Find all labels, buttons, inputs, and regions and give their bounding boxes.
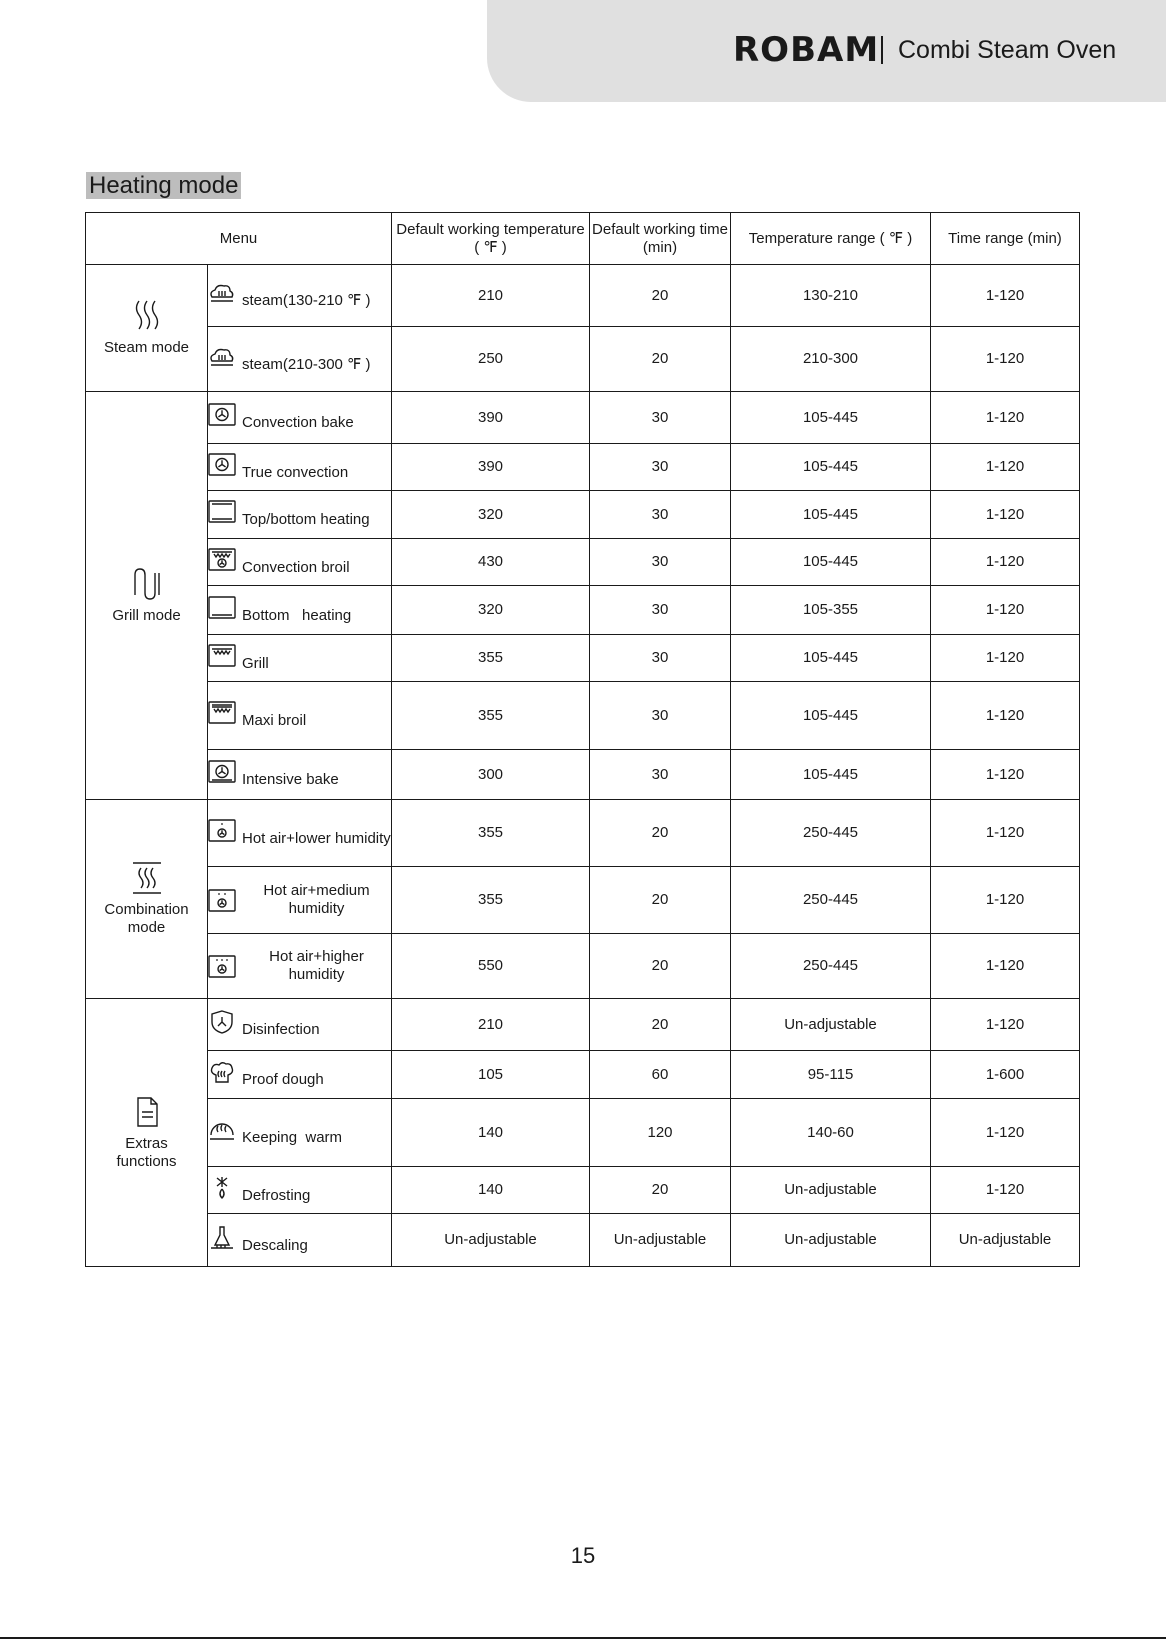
menu-item-keeping-warm bbox=[208, 1099, 392, 1167]
table-row bbox=[86, 682, 1080, 750]
table-row bbox=[86, 586, 1080, 635]
header-default-temp: Default working temperature ( ℉ ) bbox=[392, 213, 590, 265]
default-temp-cell: 355 bbox=[392, 867, 590, 934]
menu-item-label: Defrosting bbox=[242, 1186, 311, 1204]
grill-mode-icon bbox=[86, 567, 207, 601]
menu-item-top-bottom-heating bbox=[208, 491, 392, 539]
table-row bbox=[86, 867, 1080, 934]
temp-range-cell: 105-445 bbox=[731, 750, 931, 800]
default-temp-cell: 355 bbox=[392, 800, 590, 867]
header-temp-range: Temperature range ( ℉ ) bbox=[731, 213, 931, 265]
default-time-cell: 20 bbox=[590, 1167, 731, 1214]
default-temp-cell: 210 bbox=[392, 265, 590, 327]
menu-item-label: Top/bottom heating bbox=[242, 511, 370, 528]
product-name: Combi Steam Oven bbox=[898, 36, 1117, 64]
menu-item-hot-air-medium-humidity bbox=[208, 867, 392, 934]
temp-range-cell: 105-355 bbox=[731, 586, 931, 635]
section-title: Heating mode bbox=[86, 172, 241, 199]
header-menu: Menu bbox=[86, 213, 392, 265]
table-row bbox=[86, 1167, 1080, 1214]
default-time-cell: 30 bbox=[590, 444, 731, 491]
table-row bbox=[86, 265, 1080, 327]
default-time-cell: 20 bbox=[590, 999, 731, 1051]
default-temp-cell: 250 bbox=[392, 327, 590, 392]
default-time-cell: 30 bbox=[590, 586, 731, 635]
menu-item-label: Hot air+medium humidity bbox=[263, 882, 374, 917]
page-number: 15 bbox=[570, 1543, 596, 1568]
default-time-cell: 120 bbox=[590, 1099, 731, 1167]
header-default-time: Default working time (min) bbox=[590, 213, 731, 265]
grill-icon bbox=[208, 644, 236, 673]
combination-mode-icon bbox=[86, 861, 207, 895]
keep-warm-icon bbox=[208, 1118, 236, 1147]
time-range-cell: 1-120 bbox=[931, 444, 1080, 491]
temp-range-cell: 105-445 bbox=[731, 682, 931, 750]
time-range-cell: 1-600 bbox=[931, 1051, 1080, 1099]
default-time-cell: 30 bbox=[590, 392, 731, 444]
table-row bbox=[86, 539, 1080, 586]
menu-item-label: Intensive bake bbox=[242, 771, 339, 788]
table-row bbox=[86, 1099, 1080, 1167]
menu-item-defrosting bbox=[208, 1167, 392, 1214]
top-bottom-heat-icon bbox=[208, 500, 236, 529]
mode-label: Extras functions bbox=[116, 1134, 177, 1170]
default-temp-cell: 320 bbox=[392, 491, 590, 539]
default-temp-cell: Un-adjustable bbox=[392, 1214, 590, 1267]
default-temp-cell: 140 bbox=[392, 1167, 590, 1214]
table-row bbox=[86, 934, 1080, 999]
menu-item-label: Hot air+higher humidity bbox=[269, 948, 368, 983]
extras-document-icon bbox=[86, 1095, 207, 1129]
default-temp-cell: 140 bbox=[392, 1099, 590, 1167]
steam-mode-icon bbox=[86, 299, 207, 333]
menu-item-label: Disinfection bbox=[242, 1021, 320, 1038]
temp-range-cell: Un-adjustable bbox=[731, 999, 931, 1051]
table-row bbox=[86, 327, 1080, 392]
table-row bbox=[86, 750, 1080, 800]
default-time-cell: 20 bbox=[590, 934, 731, 999]
default-time-cell: 30 bbox=[590, 635, 731, 682]
menu-item-label: Convection broil bbox=[242, 558, 350, 576]
menu-item-label: Maxi broil bbox=[242, 712, 307, 729]
default-time-cell: 30 bbox=[590, 750, 731, 800]
mode-cell-extras-functions bbox=[86, 999, 208, 1267]
hot-air-high-humidity-icon bbox=[208, 955, 236, 984]
menu-item-label: steam(210-300 ℉ ) bbox=[242, 355, 371, 373]
temp-range-cell: 250-445 bbox=[731, 934, 931, 999]
mode-label: Combination mode bbox=[104, 901, 189, 936]
default-time-cell: 30 bbox=[590, 539, 731, 586]
menu-item-label: Hot air+lower humidity bbox=[242, 829, 391, 847]
mode-label: Steam mode bbox=[103, 339, 190, 356]
temp-range-cell: 210-300 bbox=[731, 327, 931, 392]
menu-item-hot-air-lower-humidity bbox=[208, 800, 392, 867]
time-range-cell: 1-120 bbox=[931, 265, 1080, 327]
menu-item-descaling bbox=[208, 1214, 392, 1267]
hot-air-low-humidity-icon bbox=[208, 819, 236, 848]
menu-item-proof-dough bbox=[208, 1051, 392, 1099]
fan-icon bbox=[208, 453, 236, 482]
menu-item-label: Keeping warm bbox=[242, 1129, 343, 1146]
default-temp-cell: 550 bbox=[392, 934, 590, 999]
menu-item-label: Descaling bbox=[242, 1236, 308, 1254]
default-temp-cell: 390 bbox=[392, 444, 590, 491]
temp-range-cell: 95-115 bbox=[731, 1051, 931, 1099]
table-row bbox=[86, 999, 1080, 1051]
mode-cell-combination-mode bbox=[86, 800, 208, 999]
header-time-range: Time range (min) bbox=[931, 213, 1080, 265]
time-range-cell: 1-120 bbox=[931, 750, 1080, 800]
temp-range-cell: Un-adjustable bbox=[731, 1167, 931, 1214]
menu-item-grill bbox=[208, 635, 392, 682]
steam-cloud-icon bbox=[208, 281, 236, 310]
menu-item-label: Bottom heating bbox=[242, 606, 352, 624]
default-time-cell: 20 bbox=[590, 327, 731, 392]
mode-cell-steam-mode bbox=[86, 265, 208, 392]
temp-range-cell: 105-445 bbox=[731, 539, 931, 586]
default-temp-cell: 210 bbox=[392, 999, 590, 1051]
disinfection-shield-icon bbox=[208, 1010, 236, 1039]
time-range-cell: 1-120 bbox=[931, 539, 1080, 586]
default-temp-cell: 430 bbox=[392, 539, 590, 586]
temp-range-cell: 140-60 bbox=[731, 1099, 931, 1167]
maxi-broil-icon bbox=[208, 701, 236, 730]
convection-broil-icon bbox=[208, 548, 236, 577]
default-temp-cell: 320 bbox=[392, 586, 590, 635]
time-range-cell: 1-120 bbox=[931, 800, 1080, 867]
time-range-cell: 1-120 bbox=[931, 999, 1080, 1051]
time-range-cell: 1-120 bbox=[931, 586, 1080, 635]
default-time-cell: 60 bbox=[590, 1051, 731, 1099]
time-range-cell: 1-120 bbox=[931, 327, 1080, 392]
menu-item-label: Grill bbox=[242, 654, 269, 672]
menu-item-convection-broil bbox=[208, 539, 392, 586]
default-temp-cell: 355 bbox=[392, 682, 590, 750]
convection-fan-icon bbox=[208, 403, 236, 432]
mode-cell-grill-mode bbox=[86, 392, 208, 800]
time-range-cell: 1-120 bbox=[931, 491, 1080, 539]
menu-item-convection-bake bbox=[208, 392, 392, 444]
temp-range-cell: 250-445 bbox=[731, 867, 931, 934]
default-temp-cell: 105 bbox=[392, 1051, 590, 1099]
temp-range-cell: Un-adjustable bbox=[731, 1214, 931, 1267]
menu-item-label: Proof dough bbox=[242, 1071, 324, 1088]
table-row bbox=[86, 800, 1080, 867]
defrost-icon bbox=[208, 1176, 236, 1205]
default-time-cell: Un-adjustable bbox=[590, 1214, 731, 1267]
table-row bbox=[86, 392, 1080, 444]
default-temp-cell: 300 bbox=[392, 750, 590, 800]
menu-item-intensive-bake bbox=[208, 750, 392, 800]
menu-item-hot-air-higher-humidity bbox=[208, 934, 392, 999]
time-range-cell: 1-120 bbox=[931, 635, 1080, 682]
menu-item-bottom-heating bbox=[208, 586, 392, 635]
temp-range-cell: 105-445 bbox=[731, 635, 931, 682]
time-range-cell: Un-adjustable bbox=[931, 1214, 1080, 1267]
mode-label: Grill mode bbox=[112, 606, 181, 624]
time-range-cell: 1-120 bbox=[931, 1167, 1080, 1214]
temp-range-cell: 105-445 bbox=[731, 444, 931, 491]
descaling-icon bbox=[208, 1226, 236, 1255]
temp-range-cell: 105-445 bbox=[731, 392, 931, 444]
menu-item-label: Convection bake bbox=[242, 414, 354, 431]
time-range-cell: 1-120 bbox=[931, 1099, 1080, 1167]
menu-item-label: steam(130-210 ℉ ) bbox=[242, 292, 371, 309]
default-time-cell: 20 bbox=[590, 867, 731, 934]
intensive-bake-icon bbox=[208, 760, 236, 789]
default-time-cell: 20 bbox=[590, 800, 731, 867]
time-range-cell: 1-120 bbox=[931, 392, 1080, 444]
time-range-cell: 1-120 bbox=[931, 682, 1080, 750]
default-temp-cell: 355 bbox=[392, 635, 590, 682]
hot-air-medium-humidity-icon bbox=[208, 889, 236, 918]
time-range-cell: 1-120 bbox=[931, 934, 1080, 999]
temp-range-cell: 105-445 bbox=[731, 491, 931, 539]
default-temp-cell: 390 bbox=[392, 392, 590, 444]
default-time-cell: 20 bbox=[590, 265, 731, 327]
table-row bbox=[86, 1051, 1080, 1099]
menu-item-maxi-broil bbox=[208, 682, 392, 750]
table-row bbox=[86, 491, 1080, 539]
table-row bbox=[86, 635, 1080, 682]
temp-range-cell: 130-210 bbox=[731, 265, 931, 327]
bottom-heat-icon bbox=[208, 596, 236, 625]
menu-item-steam-130-210 bbox=[208, 265, 392, 327]
steam-cloud-icon bbox=[208, 345, 236, 374]
brand-divider bbox=[881, 36, 883, 64]
table-header-row bbox=[86, 213, 1080, 265]
menu-item-steam-210-300 bbox=[208, 327, 392, 392]
table-row bbox=[86, 444, 1080, 491]
menu-item-disinfection bbox=[208, 999, 392, 1051]
brand-logo: ROBAM bbox=[733, 30, 880, 70]
menu-item-true-convection bbox=[208, 444, 392, 491]
default-time-cell: 30 bbox=[590, 491, 731, 539]
temp-range-cell: 250-445 bbox=[731, 800, 931, 867]
table-row bbox=[86, 1214, 1080, 1267]
proof-dough-icon bbox=[208, 1060, 236, 1089]
default-time-cell: 30 bbox=[590, 682, 731, 750]
time-range-cell: 1-120 bbox=[931, 867, 1080, 934]
menu-item-label: True convection bbox=[242, 463, 349, 481]
heating-mode-table bbox=[85, 212, 1080, 1267]
